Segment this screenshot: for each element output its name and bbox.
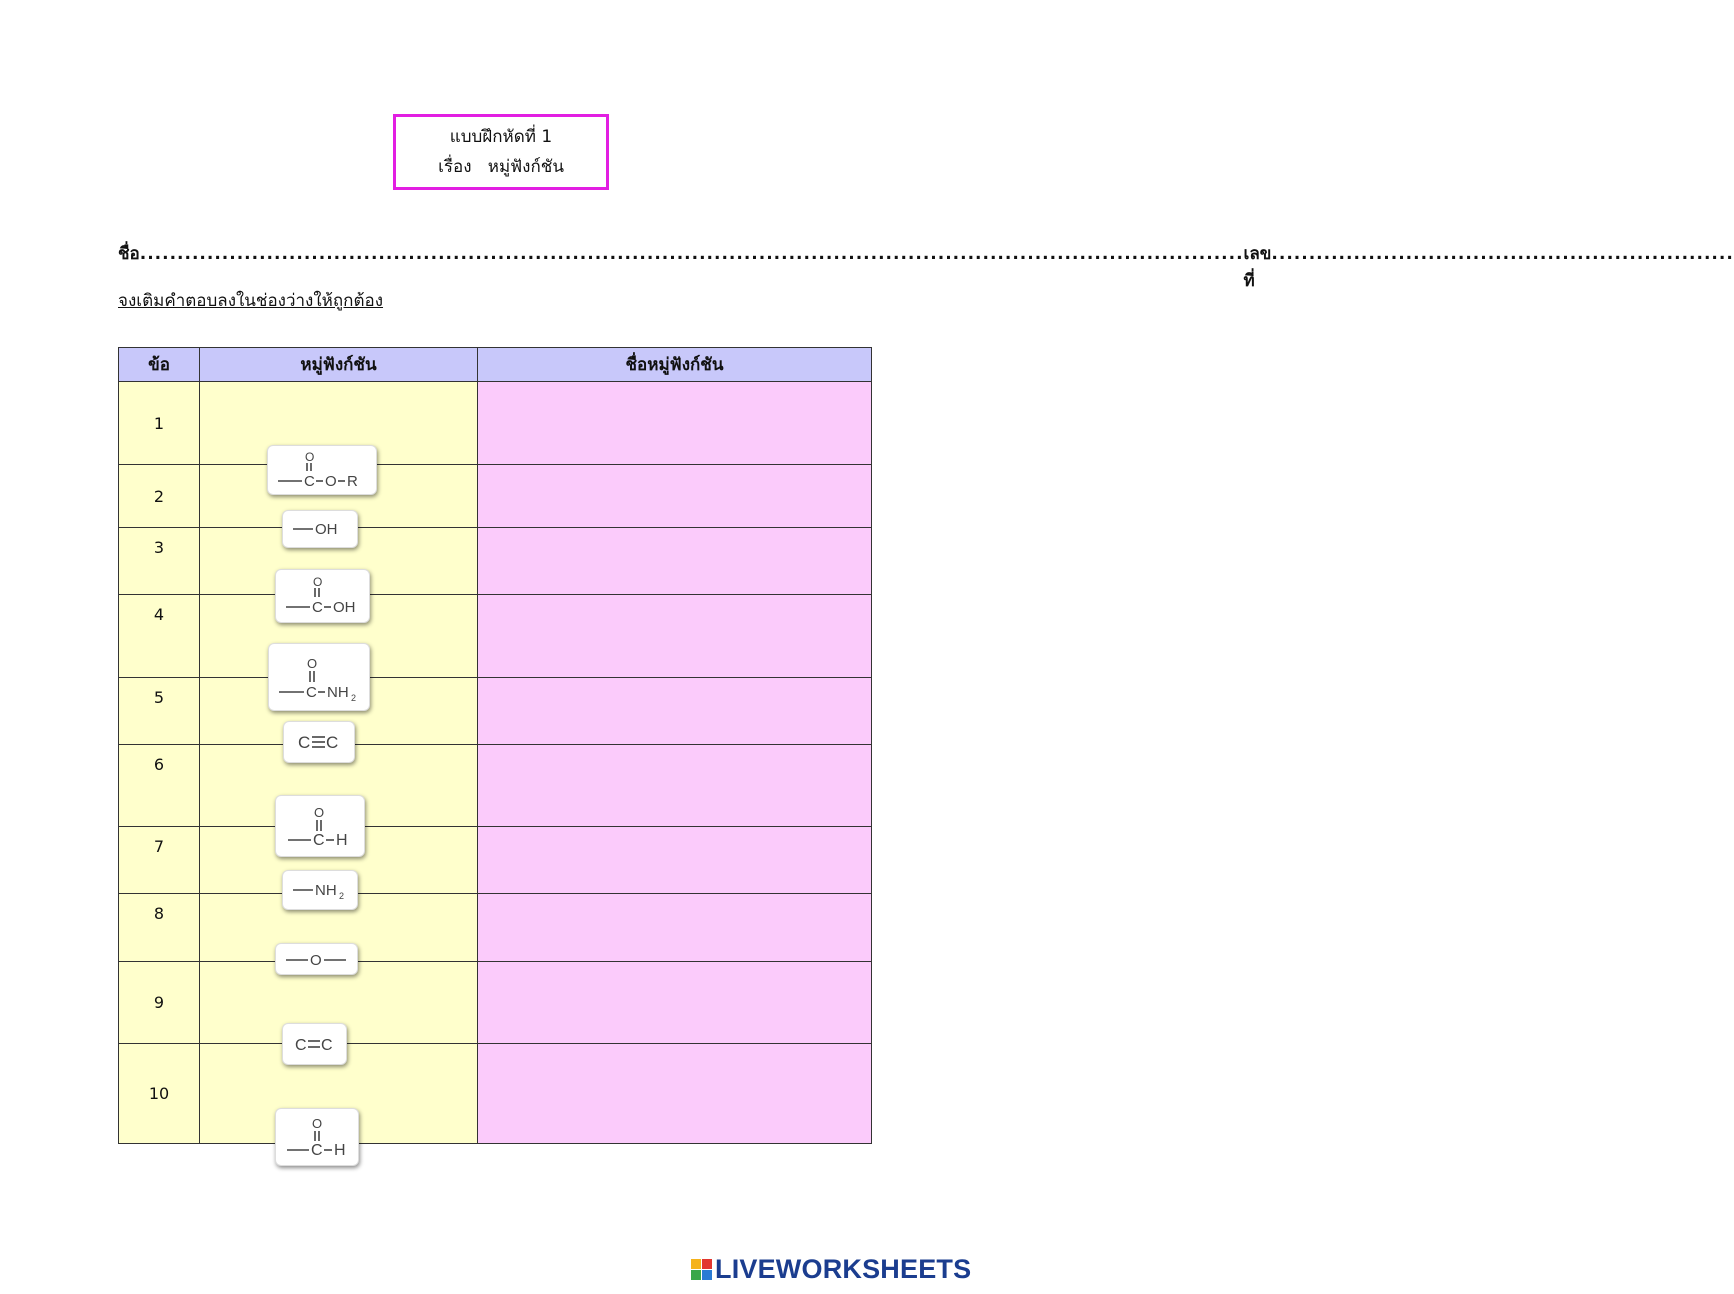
table-row: [119, 382, 872, 465]
answer-cell[interactable]: [478, 465, 872, 528]
alkyne-structure-image: [283, 721, 355, 763]
name-field[interactable]: ....................................................................................................................................................: [139, 244, 1244, 264]
header-functional-group: หมู่ฟังก์ชัน: [200, 348, 478, 382]
svg-text:O: O: [307, 656, 318, 671]
svg-text:O: O: [314, 804, 325, 820]
svg-text:O: O: [310, 951, 322, 969]
name-label: ชื่อ: [118, 244, 140, 264]
answer-cell[interactable]: [478, 827, 872, 894]
row-number: 4: [119, 595, 200, 678]
table-row: [119, 745, 872, 827]
header-number: ข้อ: [119, 348, 200, 382]
liveworksheets-logo-icon: [691, 1259, 712, 1280]
answer-cell[interactable]: [478, 1044, 872, 1144]
answer-cell[interactable]: [478, 595, 872, 678]
svg-text:2: 2: [351, 693, 357, 703]
svg-text:C: C: [304, 473, 315, 490]
svg-text:OH: OH: [333, 599, 356, 616]
ether-structure-image: [275, 943, 358, 975]
amide-structure-image: [268, 643, 370, 711]
worksheet-subtitle: [438, 152, 564, 182]
row-number: 8: [119, 894, 200, 962]
svg-text:O: O: [312, 1115, 323, 1131]
ester-structure-image: [267, 445, 377, 495]
svg-text:OH: OH: [315, 521, 338, 538]
answer-cell[interactable]: [478, 528, 872, 595]
table-row: [119, 595, 872, 678]
number-label: เลขที่: [1243, 244, 1272, 291]
instruction-text: จงเติมคำตอบลงในช่องว่างให้ถูกต้อง: [118, 291, 384, 311]
svg-text:C: C: [311, 1141, 323, 1159]
svg-text:NH: NH: [315, 882, 337, 899]
liveworksheets-logo: [691, 1254, 971, 1285]
worksheet-title: แบบฝึกหัดที่ 1: [449, 127, 553, 147]
row-number: 10: [119, 1044, 200, 1144]
svg-text:C: C: [306, 684, 317, 701]
table-row: [119, 678, 872, 745]
subtitle-prefix: เรื่อง: [438, 157, 472, 177]
table-row: [119, 894, 872, 962]
svg-text:H: H: [334, 1141, 346, 1159]
worksheet-title-box: [393, 114, 609, 190]
answer-cell[interactable]: [478, 678, 872, 745]
svg-text:C: C: [298, 733, 311, 752]
svg-text:C: C: [313, 831, 325, 849]
svg-text:O: O: [325, 473, 337, 490]
answer-cell[interactable]: [478, 894, 872, 962]
row-number: 1: [119, 382, 200, 465]
carboxyl-structure-image: [275, 569, 370, 623]
svg-text:C: C: [295, 1036, 307, 1054]
number-field[interactable]: ..............................................................: [1271, 244, 1734, 264]
row-number: 5: [119, 678, 200, 745]
svg-text:C: C: [326, 733, 339, 752]
row-number: 6: [119, 745, 200, 827]
liveworksheets-wordmark: LIVEWORKSHEETS: [715, 1254, 972, 1284]
answer-cell[interactable]: [478, 745, 872, 827]
table-row: [119, 1044, 872, 1144]
table-row: [119, 962, 872, 1044]
svg-text:O: O: [305, 450, 315, 464]
table-row: [119, 827, 872, 894]
table-row: [119, 528, 872, 595]
table-row: [119, 465, 872, 528]
svg-text:O: O: [313, 575, 323, 589]
header-group-name: ชื่อหมู่ฟังก์ชัน: [478, 348, 872, 382]
aldehyde-structure-image: [275, 1108, 359, 1166]
hydroxyl-structure-image: [282, 510, 358, 548]
alkene-structure-image: [282, 1023, 347, 1065]
svg-text:C: C: [321, 1036, 333, 1054]
structure-cell: [200, 382, 478, 490]
row-number: 3: [119, 528, 200, 595]
svg-text:C: C: [312, 599, 323, 616]
svg-text:NH: NH: [327, 684, 349, 701]
row-number: 2: [119, 465, 200, 528]
functional-group-table: [118, 347, 872, 1159]
answer-cell[interactable]: [478, 382, 872, 465]
row-number: 7: [119, 827, 200, 894]
aldehyde-structure-image: [275, 795, 365, 857]
subtitle-topic: หมู่ฟังก์ชัน: [487, 157, 564, 177]
student-info-line: [118, 240, 1734, 294]
table-header-row: [119, 348, 872, 382]
amine-structure-image: [282, 870, 358, 910]
svg-text:H: H: [336, 831, 348, 849]
row-number: 9: [119, 962, 200, 1044]
svg-text:R: R: [347, 473, 358, 490]
svg-text:2: 2: [339, 891, 345, 901]
answer-cell[interactable]: [478, 962, 872, 1044]
